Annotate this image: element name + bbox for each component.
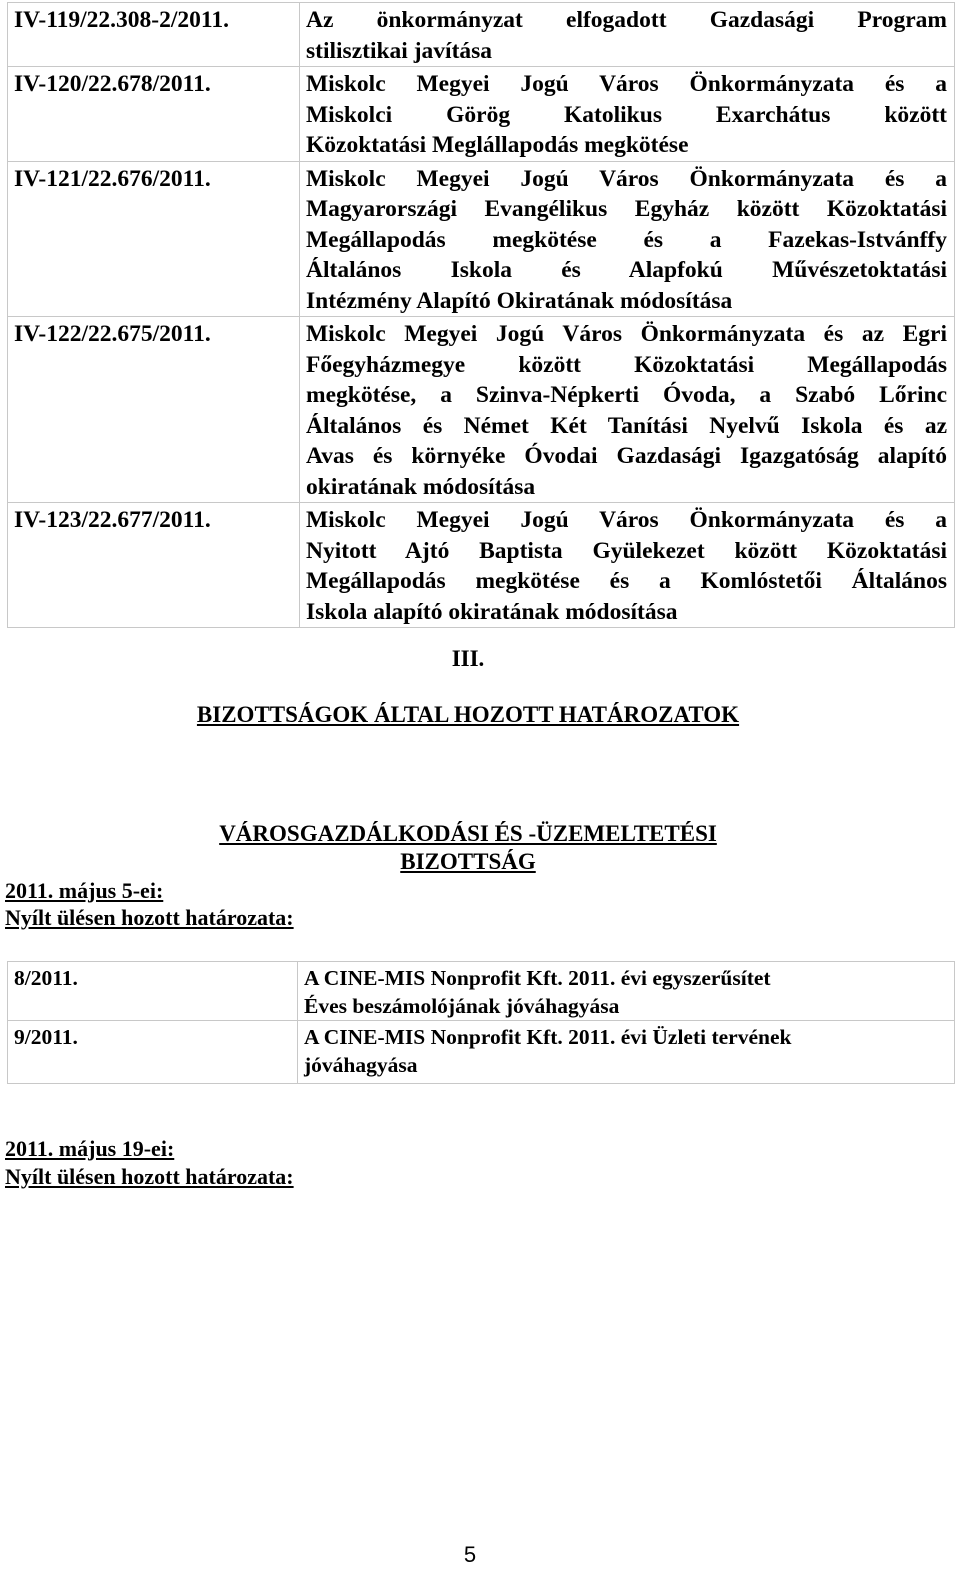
section-roman-numeral: III. bbox=[451, 646, 485, 671]
resolutions-table bbox=[7, 2, 955, 628]
table-row bbox=[8, 962, 955, 1021]
resolution-title bbox=[300, 67, 955, 162]
section-title: BIZOTTSÁGOK ÁLTAL HOZOTT HATÁROZATOK bbox=[196, 702, 740, 727]
session1-date: 2011. május 5-ei: bbox=[5, 878, 164, 903]
resolution-title-line: Avas és környéke Óvodai Gazdasági Igazgatóság alapító bbox=[306, 443, 947, 469]
resolution-title bbox=[300, 317, 955, 503]
page-number: 5 bbox=[463, 1542, 477, 1567]
resolution-number: IV-119/22.308-2/2011. bbox=[8, 3, 300, 67]
resolution-title bbox=[300, 503, 955, 628]
session1-label: Nyílt ülésen hozott határozata: bbox=[5, 905, 294, 930]
resolution-title-line: Általános Iskola és Alapfokú Művészetoktatási bbox=[306, 257, 947, 283]
resolution-title-line: Iskola alapító okiratának módosítása bbox=[306, 598, 678, 625]
resolution-number: IV-120/22.678/2011. bbox=[8, 67, 300, 162]
resolution-title-line: Magyarországi Evangélikus Egyház között Közoktatási bbox=[306, 196, 947, 222]
resolution-number: 9/2011. bbox=[8, 1021, 298, 1084]
resolution-number: IV-121/22.676/2011. bbox=[8, 161, 300, 317]
resolution-title-line: Miskolc Megyei Jogú Város Önkormányzata és az Egri bbox=[306, 321, 947, 347]
session2-label: Nyílt ülésen hozott határozata: bbox=[5, 1164, 294, 1189]
resolution-title-line: Miskolc Megyei Jogú Város Önkormányzata és a bbox=[306, 507, 947, 533]
committee-resolutions-table bbox=[7, 961, 955, 1084]
resolution-title bbox=[298, 962, 955, 1021]
resolution-title bbox=[300, 3, 955, 67]
resolution-title-line: Nyitott Ajtó Baptista Gyülekezet között Közoktatási bbox=[306, 537, 947, 564]
resolution-title-line: Megállapodás megkötése és a Fazekas-Istvánffy bbox=[306, 226, 947, 253]
table-row bbox=[8, 1021, 955, 1084]
resolution-title-line: A CINE-MIS Nonprofit Kft. 2011. évi egyszerűsítet bbox=[304, 966, 771, 990]
resolution-title bbox=[298, 1021, 955, 1084]
resolution-title-line: okiratának módosítása bbox=[306, 473, 536, 500]
table-row bbox=[8, 3, 955, 67]
table-row bbox=[8, 67, 955, 162]
resolution-title bbox=[300, 161, 955, 317]
resolution-number: IV-122/22.675/2011. bbox=[8, 317, 300, 503]
table-row bbox=[8, 317, 955, 503]
session2-date: 2011. május 19-ei: bbox=[5, 1136, 175, 1161]
committee-name-line2: BIZOTTSÁG bbox=[400, 849, 536, 874]
resolution-title-line: jóváhagyása bbox=[304, 1053, 418, 1077]
resolution-title-line: Intézmény Alapító Okiratának módosítása bbox=[306, 287, 733, 314]
resolution-title-line: Miskolc Megyei Jogú Város Önkormányzata és a bbox=[306, 165, 947, 192]
resolution-number: IV-123/22.677/2011. bbox=[8, 503, 300, 628]
resolution-title-line: Közoktatási Meglállapodás megkötése bbox=[306, 132, 689, 158]
resolution-title-line: Miskolc Megyei Jogú Város Önkormányzata és a bbox=[306, 71, 947, 97]
resolution-title-line: Éves beszámolójának jóváhagyása bbox=[304, 994, 620, 1018]
resolution-title-line: A CINE-MIS Nonprofit Kft. 2011. évi Üzleti tervének bbox=[304, 1025, 792, 1049]
resolution-title-line: Általános és Német Két Tanítási Nyelvű Iskola és az bbox=[306, 412, 947, 439]
resolution-number: 8/2011. bbox=[8, 962, 298, 1021]
table-row bbox=[8, 503, 955, 628]
resolution-title-line: Az önkormányzat elfogadott Gazdasági Program bbox=[306, 7, 947, 33]
resolution-title-line: megkötése, a Szinva-Népkerti Óvoda, a Szabó Lőrinc bbox=[306, 382, 947, 408]
resolution-title-line: Miskolci Görög Katolikus Exarchátus között bbox=[306, 101, 947, 128]
resolution-title-line: stilisztikai javítása bbox=[306, 37, 493, 64]
resolution-title-line: Megállapodás megkötése és a Komlóstetői Általános bbox=[306, 568, 947, 594]
resolution-title-line: Főegyházmegye között Közoktatási Megállapodás bbox=[306, 351, 947, 378]
committee-name-line1: VÁROSGAZDÁLKODÁSI ÉS -ÜZEMELTETÉSI bbox=[219, 821, 717, 846]
table-row bbox=[8, 161, 955, 317]
